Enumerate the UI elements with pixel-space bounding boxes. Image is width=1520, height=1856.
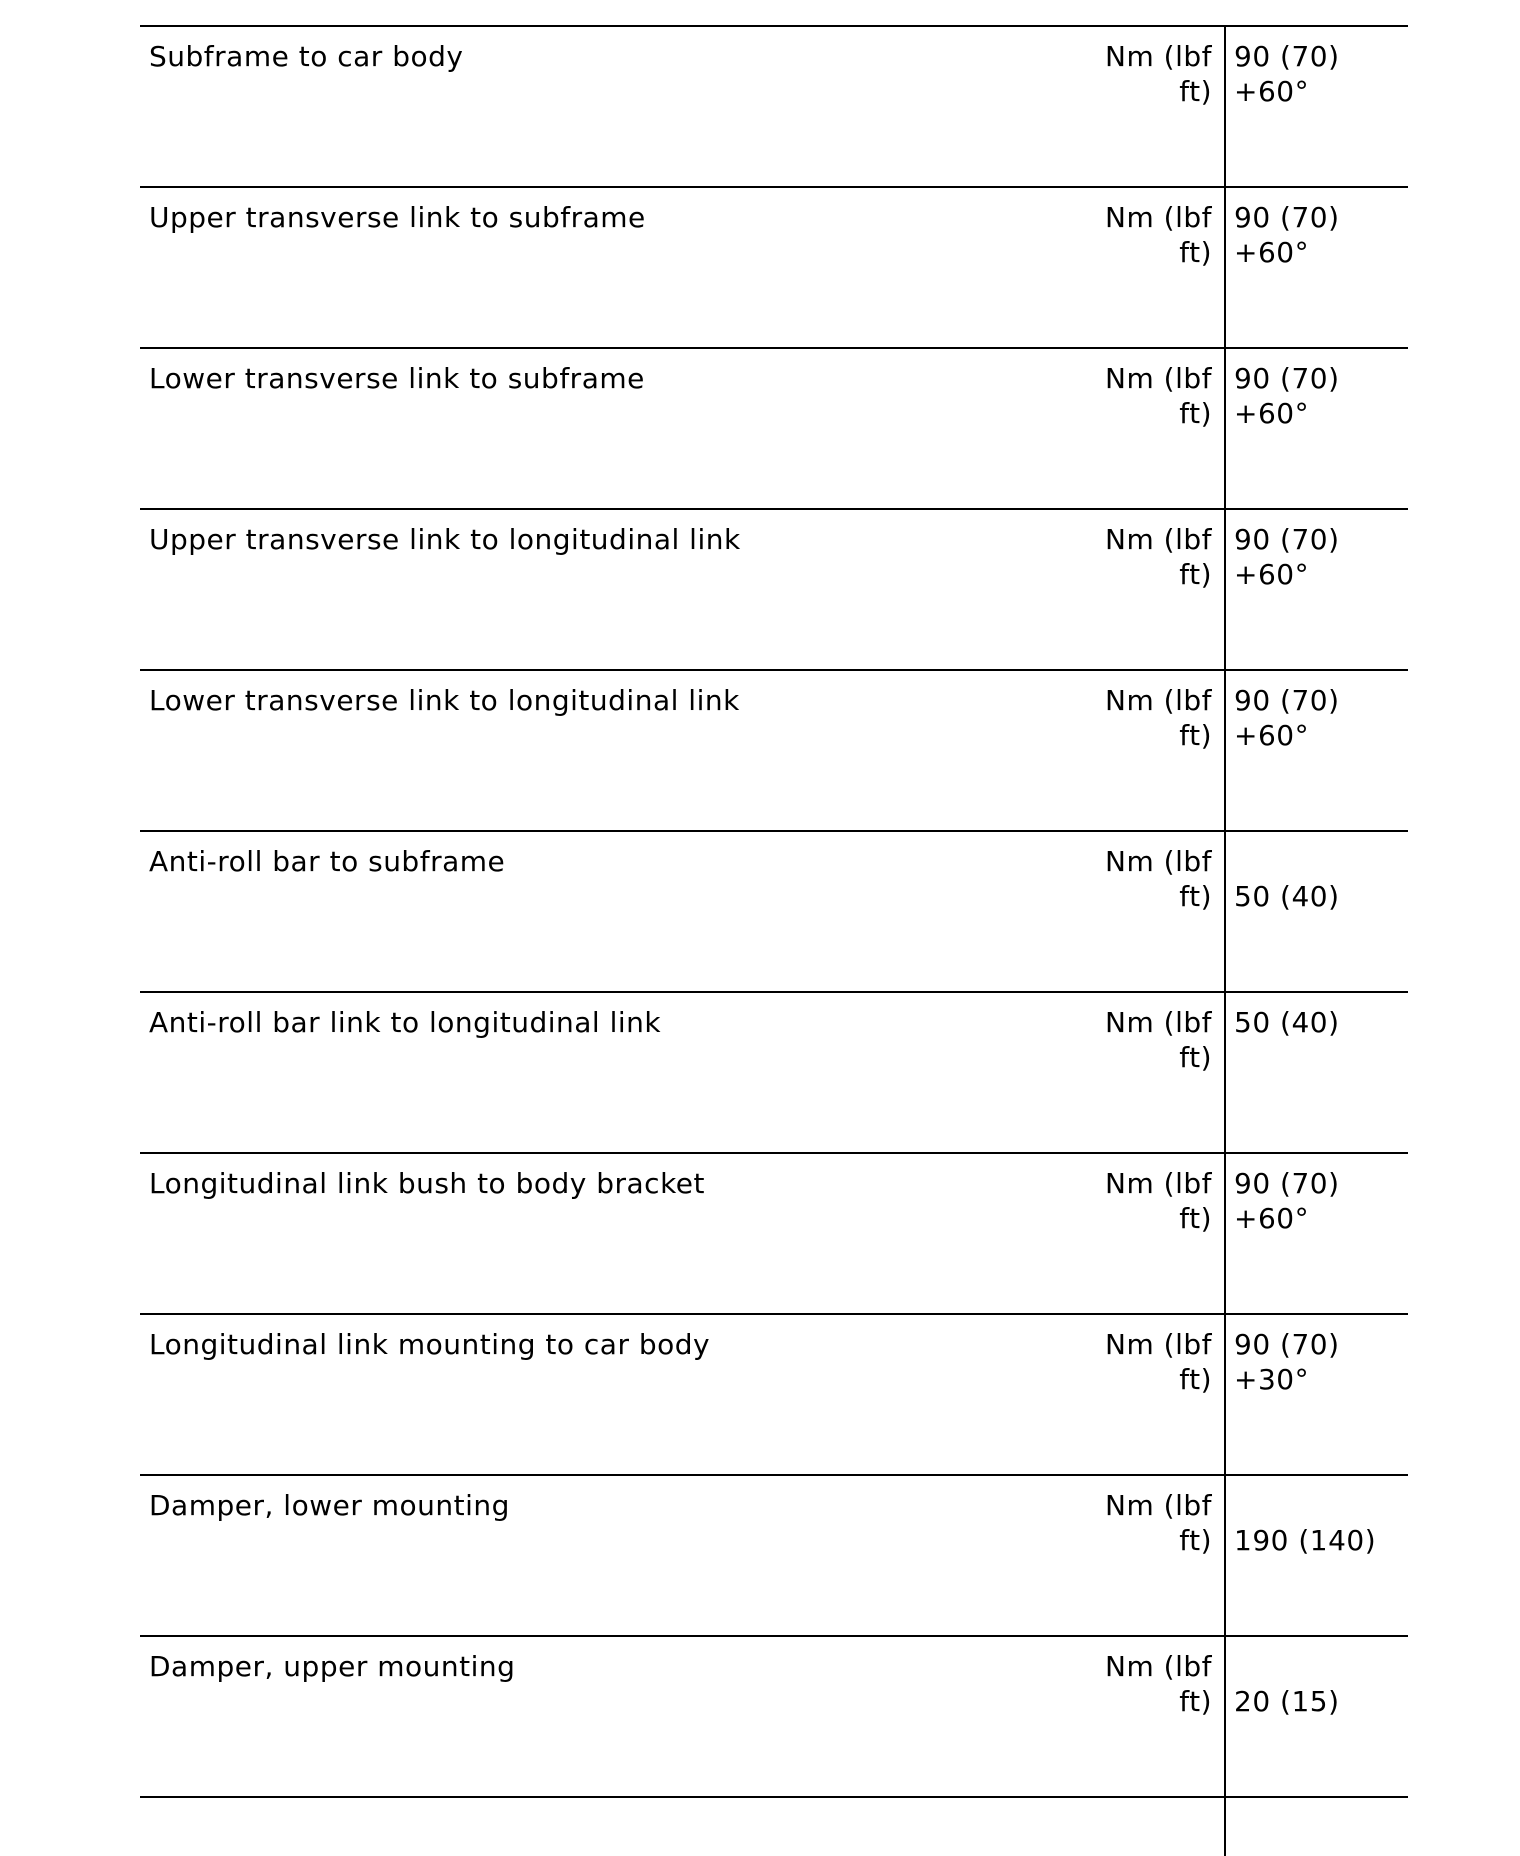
row-value: 90 (70) +60° <box>1234 362 1340 430</box>
row-value: 90 (70) +60° <box>1234 201 1340 269</box>
row-unit: Nm (lbf ft) <box>1105 1489 1212 1557</box>
table-row <box>140 1476 1408 1637</box>
row-unit: Nm (lbf ft) <box>1105 40 1212 108</box>
table-row <box>140 1637 1408 1798</box>
column-divider <box>1224 25 1226 1856</box>
table-row <box>140 832 1408 993</box>
row-item: Longitudinal link mounting to car body <box>149 1328 711 1361</box>
row-item: Damper, lower mounting <box>149 1489 510 1522</box>
row-value: 90 (70) +60° <box>1234 1167 1340 1235</box>
row-value: 20 (15) <box>1234 1685 1340 1718</box>
row-item: Lower transverse link to longitudinal link <box>149 684 740 717</box>
row-unit: Nm (lbf ft) <box>1105 845 1212 913</box>
table-row <box>140 188 1408 349</box>
row-item: Longitudinal link bush to body bracket <box>149 1167 705 1200</box>
row-unit: Nm (lbf ft) <box>1105 684 1212 752</box>
row-value: 50 (40) <box>1234 1006 1340 1039</box>
row-item: Subframe to car body <box>149 40 464 73</box>
row-value: 90 (70) +60° <box>1234 523 1340 591</box>
row-item: Anti-roll bar link to longitudinal link <box>149 1006 662 1039</box>
row-item: Upper transverse link to longitudinal link <box>149 523 741 556</box>
table-row <box>140 1154 1408 1315</box>
row-item: Anti-roll bar to subframe <box>149 845 506 878</box>
row-unit: Nm (lbf ft) <box>1105 201 1212 269</box>
row-unit: Nm (lbf ft) <box>1105 1167 1212 1235</box>
row-unit: Nm (lbf ft) <box>1105 1650 1212 1718</box>
row-item: Damper, upper mounting <box>149 1650 516 1683</box>
torque-spec-table <box>140 25 1408 1798</box>
row-unit: Nm (lbf ft) <box>1105 1328 1212 1396</box>
row-value: 50 (40) <box>1234 880 1340 913</box>
table-row <box>140 349 1408 510</box>
row-unit: Nm (lbf ft) <box>1105 362 1212 430</box>
row-value: 190 (140) <box>1234 1524 1377 1557</box>
table-row <box>140 993 1408 1154</box>
row-value: 90 (70) +60° <box>1234 40 1340 108</box>
table-row <box>140 510 1408 671</box>
row-value: 90 (70) +30° <box>1234 1328 1340 1396</box>
row-unit: Nm (lbf ft) <box>1105 523 1212 591</box>
table-row <box>140 671 1408 832</box>
table-row <box>140 27 1408 188</box>
row-unit: Nm (lbf ft) <box>1105 1006 1212 1074</box>
row-value: 90 (70) +60° <box>1234 684 1340 752</box>
table-row <box>140 1315 1408 1476</box>
row-item: Upper transverse link to subframe <box>149 201 646 234</box>
row-item: Lower transverse link to subframe <box>149 362 645 395</box>
